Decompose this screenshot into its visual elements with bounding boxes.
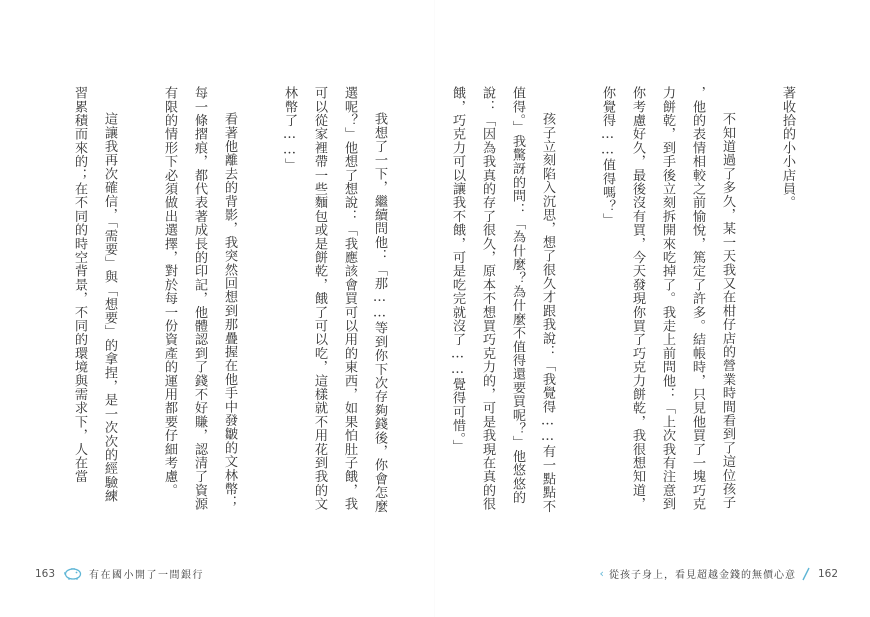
left-blank-line — [244, 86, 274, 516]
right-footer — [600, 566, 838, 581]
chevron-left-icon: ‹ — [599, 567, 604, 580]
left-page-body — [54, 86, 394, 516]
right-paragraph-2: 不知道過了多久，某一天我又在柑仔店的營業時間看到了這位孩子，他的表情相較之前愉悅，篤定了許多。結帳時，只見他買了一塊巧克力餅乾，到手後立刻拆開來吃掉了。我走上前問他：「上次我有注意到你考慮好久，最後沒有買，今天發現你買了巧克力餅乾，我很想知道，你覺得……值得嗎？」 — [600, 86, 735, 511]
slash-divider-icon — [802, 567, 810, 581]
right-blank-line — [562, 86, 592, 516]
right-page — [435, 0, 870, 617]
page-number-right: 162 — [817, 567, 838, 580]
left-paragraph-3: 這讓我再次確信，「需要」與「想要」的拿捏，是一次次的經驗練習累積而來的；在不同的時空背景，不同的環境與需求下，人在當 — [72, 86, 117, 504]
left-footer — [35, 566, 204, 581]
right-paragraph-1: 著收拾的小小店員。 — [780, 86, 795, 210]
left-blank-line — [124, 86, 154, 516]
left-page — [0, 0, 434, 617]
piggy-bank-logo-icon — [63, 567, 83, 580]
chapter-title: 從孩子身上，看見超越金錢的無價心意 — [608, 570, 796, 581]
right-paragraph-3: 孩子立刻陷入沉思，想了很久才跟我說：「我覺得……有一點點不值得。」我驚訝的問：「為什麼？為什麼不值得還要買呢？」他悠悠的說：「因為我真的存了很久，原本不想買巧克力的，可是我現在真的很餓，巧克力可以讓我不餓，可是吃完就沒了……覺得可惜。」 — [450, 86, 555, 514]
book-title: 有在國小開了一間銀行 — [89, 570, 205, 581]
page-number-left: 163 — [35, 567, 56, 580]
right-blank-line — [742, 86, 772, 516]
left-paragraph-2: 看著他離去的背影，我突然回想到那疊握在他手中發皺的文林幣；每一條摺痕，都代表著成長的印記，他體認到了錢不好賺，認清了資源有限的情形下必須做出選擇，對於每一份資產的運用都要仔細考慮。 — [162, 86, 237, 511]
right-page-body — [450, 86, 802, 516]
left-paragraph-1: 我想了一下，繼續問他：「那……等到你下次存夠錢後，你會怎麼選呢？」他想了想說：「我應該會買可以用的東西，如果怕肚子餓，我可以從家裡帶一些麵包或是餅乾，餓了可以吃，這樣就不用花到我的文林幣了……」 — [282, 86, 387, 514]
